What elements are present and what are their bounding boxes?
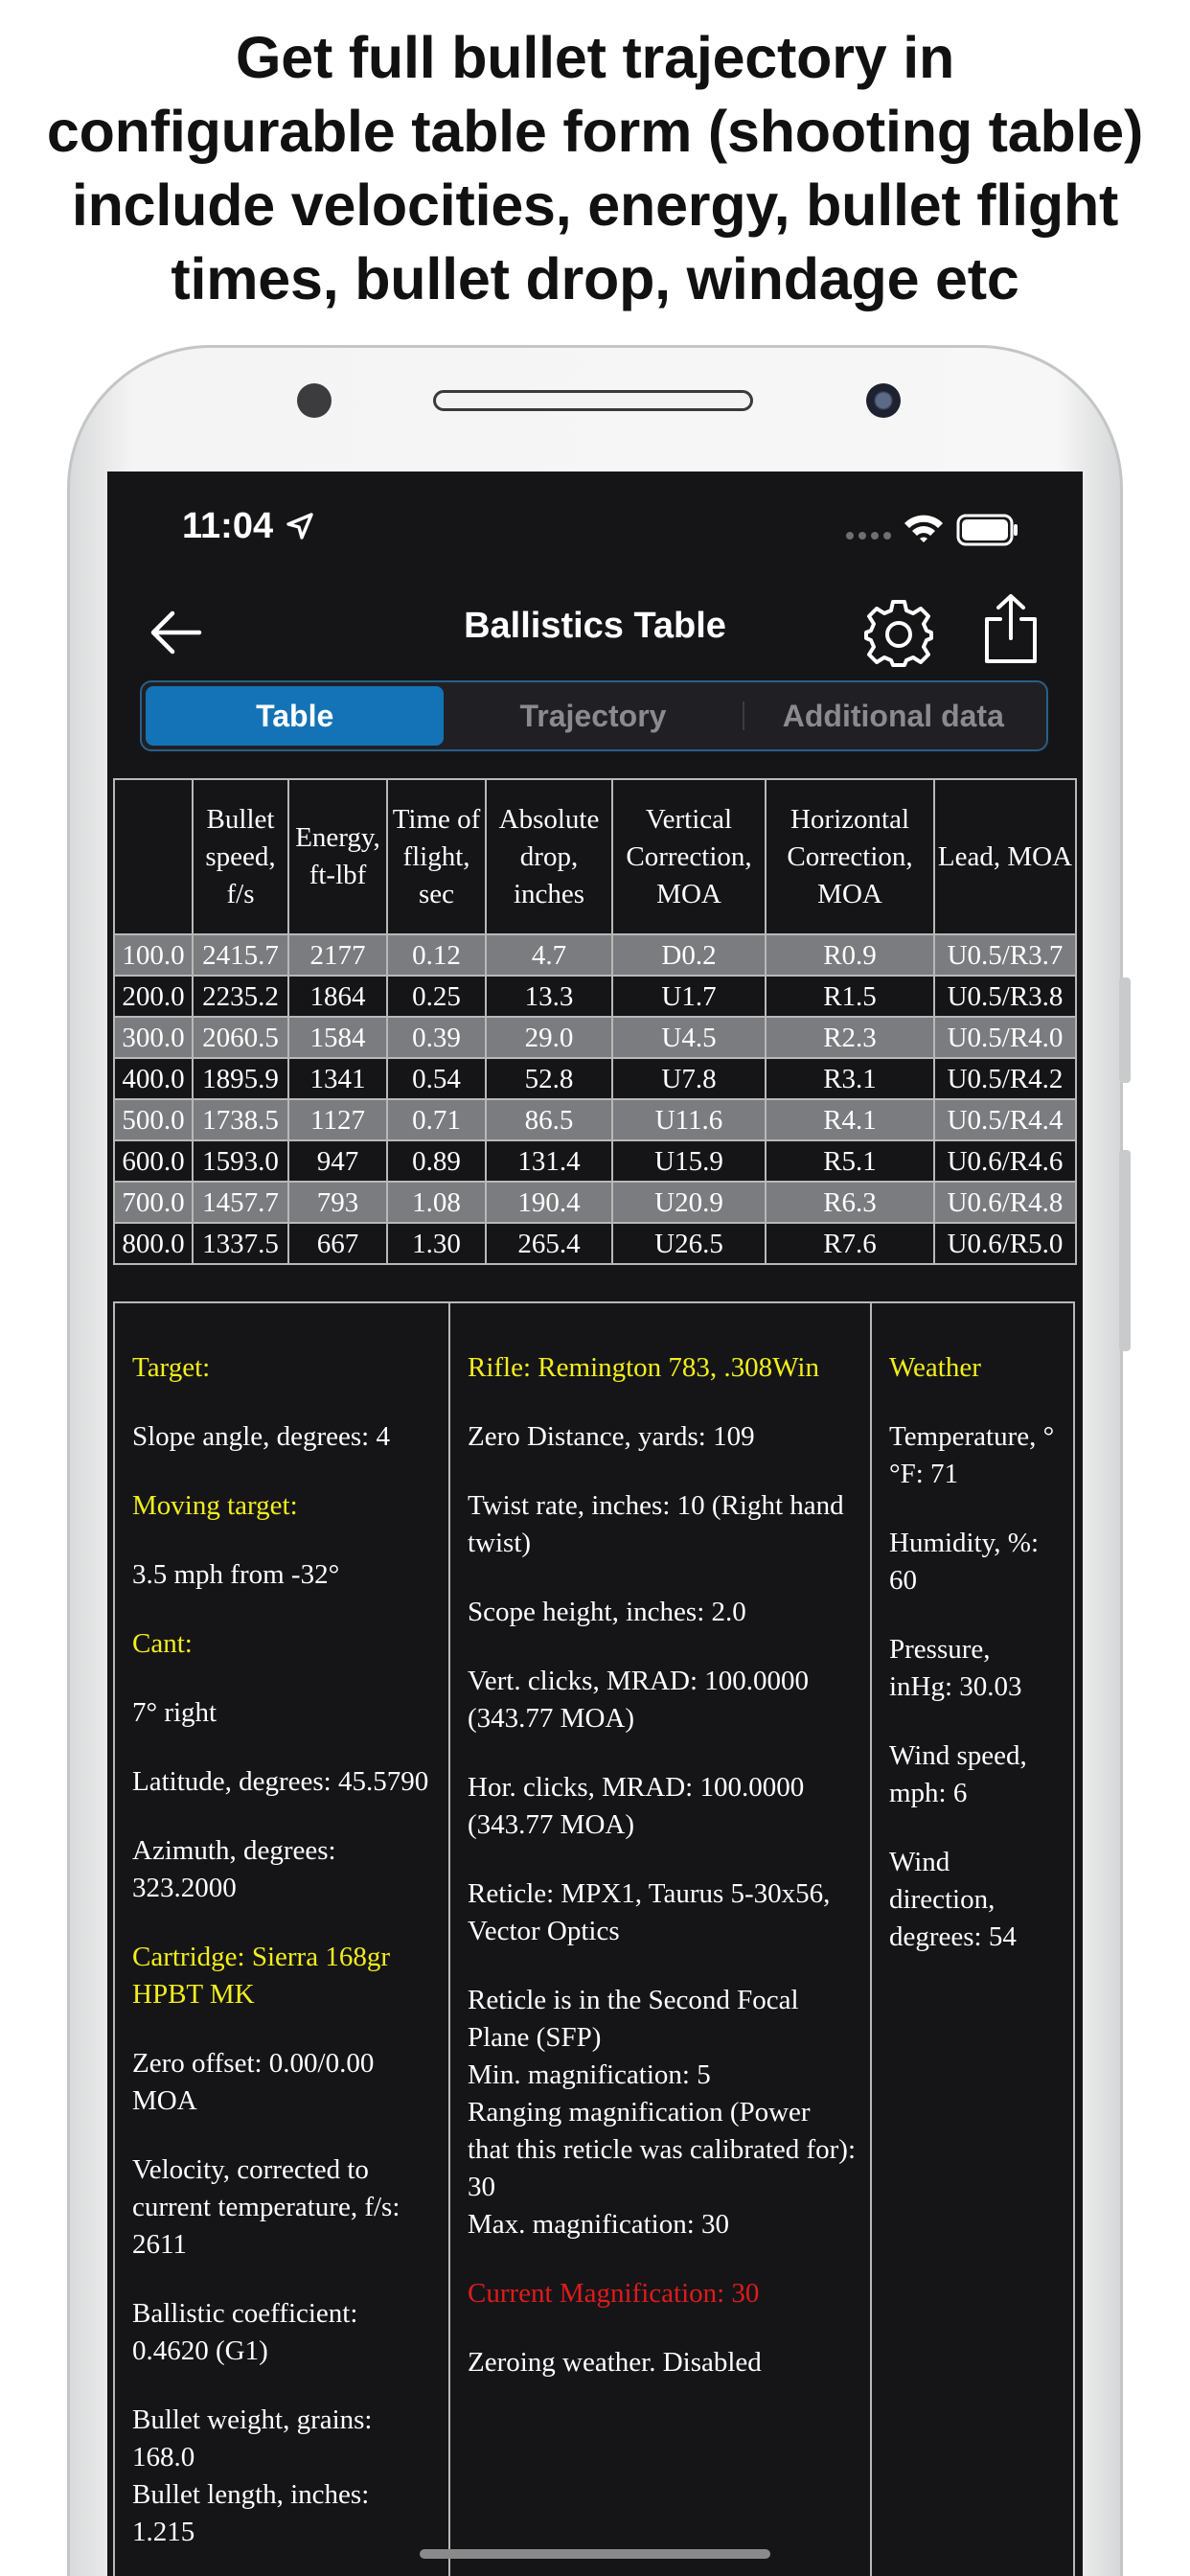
reticle: Reticle: MPX1, Taurus 5-30x56, Vector Optics (468, 1878, 831, 1946)
cell-drop: 131.4 (486, 1140, 612, 1182)
cell-lead: U0.5/R4.0 (934, 1017, 1076, 1058)
cell-energy: 1341 (288, 1058, 387, 1099)
phone-side-button (1119, 978, 1131, 1083)
cell-speed: 2415.7 (193, 934, 288, 976)
table-row (114, 1017, 1076, 1058)
cell-time: 0.89 (387, 1140, 486, 1182)
cell-time: 0.71 (387, 1099, 486, 1140)
weather-header: Weather (889, 1352, 981, 1383)
cell-lead: U0.6/R4.6 (934, 1140, 1076, 1182)
vertical-clicks: Vert. clicks, MRAD: 100.0000 (343.77 MOA) (468, 1666, 810, 1734)
corrected-velocity: Velocity, corrected to current temperature, f/s: 2611 (132, 2154, 400, 2260)
cell-vertical: U4.5 (612, 1017, 766, 1058)
headline-line: times, bullet drop, windage etc (171, 246, 1019, 311)
cant-header: Cant: (132, 1628, 193, 1659)
wind-direction: Wind direction, degrees: 54 (889, 1847, 1017, 1952)
cell-time: 0.39 (387, 1017, 486, 1058)
zero-offset: Zero offset: 0.00/0.00 MOA (132, 2048, 375, 2116)
wifi-icon (903, 512, 945, 544)
cell-drop: 29.0 (486, 1017, 612, 1058)
cell-energy: 1127 (288, 1099, 387, 1140)
cell-horizontal: R4.1 (766, 1099, 934, 1140)
column-header-energy: Energy, ft-lbf (288, 779, 387, 934)
cell-drop: 52.8 (486, 1058, 612, 1099)
headline-line: configurable table form (shooting table) (46, 99, 1144, 164)
max-magnification: Max. magnification: 30 (468, 2209, 730, 2240)
cell-drop: 4.7 (486, 934, 612, 976)
table-row (114, 976, 1076, 1017)
tab-table[interactable]: Table (146, 686, 444, 746)
cell-range: 600.0 (114, 1140, 193, 1182)
cell-horizontal: R6.3 (766, 1182, 934, 1223)
tab-trajectory[interactable]: Trajectory (519, 698, 667, 733)
page-title: Ballistics Table (464, 606, 726, 646)
cell-horizontal: R3.1 (766, 1058, 934, 1099)
battery-icon (956, 514, 1019, 546)
cell-speed: 2060.5 (193, 1017, 288, 1058)
front-sensor (297, 383, 332, 418)
cell-drop: 190.4 (486, 1182, 612, 1223)
cell-vertical: U15.9 (612, 1140, 766, 1182)
cell-lead: U0.6/R4.8 (934, 1182, 1076, 1223)
column-header-speed: Bullet speed, f/s (193, 779, 288, 934)
target-cartridge-column (115, 1303, 450, 2576)
wind-speed: Wind speed, mph: 6 (889, 1740, 1027, 1808)
cell-time: 0.12 (387, 934, 486, 976)
cell-horizontal: R7.6 (766, 1223, 934, 1264)
column-header-horizontal: Horizontal Correction, MOA (766, 779, 934, 934)
twist-rate: Twist rate, inches: 10 (Right hand twist) (468, 1490, 844, 1558)
cell-energy: 2177 (288, 934, 387, 976)
horizontal-clicks: Hor. clicks, MRAD: 100.0000 (343.77 MOA) (468, 1772, 805, 1840)
cell-energy: 793 (288, 1182, 387, 1223)
cell-vertical: U26.5 (612, 1223, 766, 1264)
app-screen (107, 472, 1083, 2576)
column-header-lead: Lead, MOA (934, 779, 1076, 934)
cell-lead: U0.5/R4.2 (934, 1058, 1076, 1099)
share-icon[interactable] (979, 592, 1042, 665)
scope-height: Scope height, inches: 2.0 (468, 1597, 746, 1627)
zeroing-weather: Zeroing weather. Disabled (468, 2347, 762, 2378)
view-tabs (140, 680, 1048, 751)
current-magnification: Current Magnification: 30 (468, 2278, 760, 2309)
cell-horizontal: R5.1 (766, 1140, 934, 1182)
cell-lead: U0.6/R5.0 (934, 1223, 1076, 1264)
phone-side-button (1119, 1150, 1131, 1351)
tab-additional-data[interactable]: Additional data (782, 698, 1004, 733)
rifle-scope-column (450, 1303, 872, 2576)
cell-speed: 1457.7 (193, 1182, 288, 1223)
pressure: Pressure, inHg: 30.03 (889, 1634, 1022, 1702)
cell-horizontal: R0.9 (766, 934, 934, 976)
cell-lead: U0.5/R3.8 (934, 976, 1076, 1017)
column-header-time: Time of flight, sec (387, 779, 486, 934)
cartridge-header: Cartridge: Sierra 168gr HPBT MK (132, 1942, 390, 2010)
signal-icon (845, 531, 893, 540)
cell-horizontal: R1.5 (766, 976, 934, 1017)
azimuth: Azimuth, degrees: 323.2000 (132, 1835, 336, 1903)
cell-speed: 1593.0 (193, 1140, 288, 1182)
moving-target-value: 3.5 mph from -32° (132, 1559, 340, 1590)
setup-info-panel (113, 1301, 1075, 2576)
front-camera (866, 383, 901, 418)
moving-target-header: Moving target: (132, 1490, 298, 1521)
location-arrow-icon (286, 512, 314, 540)
cell-lead: U0.5/R4.4 (934, 1099, 1076, 1140)
cell-speed: 1738.5 (193, 1099, 288, 1140)
bullet-length: Bullet length, inches: 1.215 (132, 2479, 370, 2547)
ranging-magnification: Ranging magnification (Power that this reticle was calibrated for): 30 (468, 2097, 857, 2202)
cell-vertical: U11.6 (612, 1099, 766, 1140)
cell-energy: 1864 (288, 976, 387, 1017)
weather-column (872, 1303, 1073, 2576)
earpiece-speaker (433, 390, 753, 411)
table-row (114, 1140, 1076, 1182)
table-row (114, 1058, 1076, 1099)
cell-range: 100.0 (114, 934, 193, 976)
min-magnification: Min. magnification: 5 (468, 2059, 711, 2090)
temperature: Temperature, °°F: 71 (889, 1421, 1055, 1489)
cell-range: 300.0 (114, 1017, 193, 1058)
cell-range: 500.0 (114, 1099, 193, 1140)
headline-line: include velocities, energy, bullet flight (71, 172, 1119, 238)
cell-vertical: U7.8 (612, 1058, 766, 1099)
cell-time: 0.54 (387, 1058, 486, 1099)
cell-vertical: D0.2 (612, 934, 766, 976)
zero-distance: Zero Distance, yards: 109 (468, 1421, 755, 1452)
cell-time: 0.25 (387, 976, 486, 1017)
cell-range: 400.0 (114, 1058, 193, 1099)
cell-range: 700.0 (114, 1182, 193, 1223)
table-row (114, 934, 1076, 976)
column-header-drop: Absolute drop, inches (486, 779, 612, 934)
cell-speed: 2235.2 (193, 976, 288, 1017)
cell-time: 1.08 (387, 1182, 486, 1223)
cell-energy: 1584 (288, 1017, 387, 1058)
column-header-range (114, 779, 193, 934)
humidity: Humidity, %: 60 (889, 1528, 1040, 1596)
cell-drop: 86.5 (486, 1099, 612, 1140)
status-time: 11:04 (182, 506, 274, 546)
cell-drop: 265.4 (486, 1223, 612, 1264)
table-row (114, 1099, 1076, 1140)
cell-energy: 667 (288, 1223, 387, 1264)
column-header-vertical: Vertical Correction, MOA (612, 779, 766, 934)
cell-drop: 13.3 (486, 976, 612, 1017)
slope-angle: Slope angle, degrees: 4 (132, 1421, 390, 1452)
cell-lead: U0.5/R3.7 (934, 934, 1076, 976)
table-row (114, 1182, 1076, 1223)
bullet-weight: Bullet weight, grains: 168.0 (132, 2404, 373, 2472)
ballistics-table (113, 778, 1077, 1265)
ballistic-coefficient: Ballistic coefficient: 0.4620 (G1) (132, 2298, 358, 2366)
marketing-headline (0, 21, 1190, 316)
gear-icon[interactable] (862, 596, 935, 669)
cell-time: 1.30 (387, 1223, 486, 1264)
cell-horizontal: R2.3 (766, 1017, 934, 1058)
cell-speed: 1337.5 (193, 1223, 288, 1264)
rifle-header: Rifle: Remington 783, .308Win (468, 1352, 819, 1383)
table-header-row (114, 779, 1076, 934)
cell-speed: 1895.9 (193, 1058, 288, 1099)
reticle-focal-plane: Reticle is in the Second Focal Plane (SFP) (468, 1985, 799, 2053)
cell-vertical: U20.9 (612, 1182, 766, 1223)
cant-value: 7° right (132, 1697, 217, 1728)
home-indicator[interactable] (420, 2549, 770, 2559)
cell-range: 200.0 (114, 976, 193, 1017)
target-header: Target: (132, 1352, 211, 1383)
cell-energy: 947 (288, 1140, 387, 1182)
table-row (114, 1223, 1076, 1264)
cell-range: 800.0 (114, 1223, 193, 1264)
latitude: Latitude, degrees: 45.5790 (132, 1766, 429, 1797)
headline-line: Get full bullet trajectory in (235, 25, 955, 90)
cell-vertical: U1.7 (612, 976, 766, 1017)
